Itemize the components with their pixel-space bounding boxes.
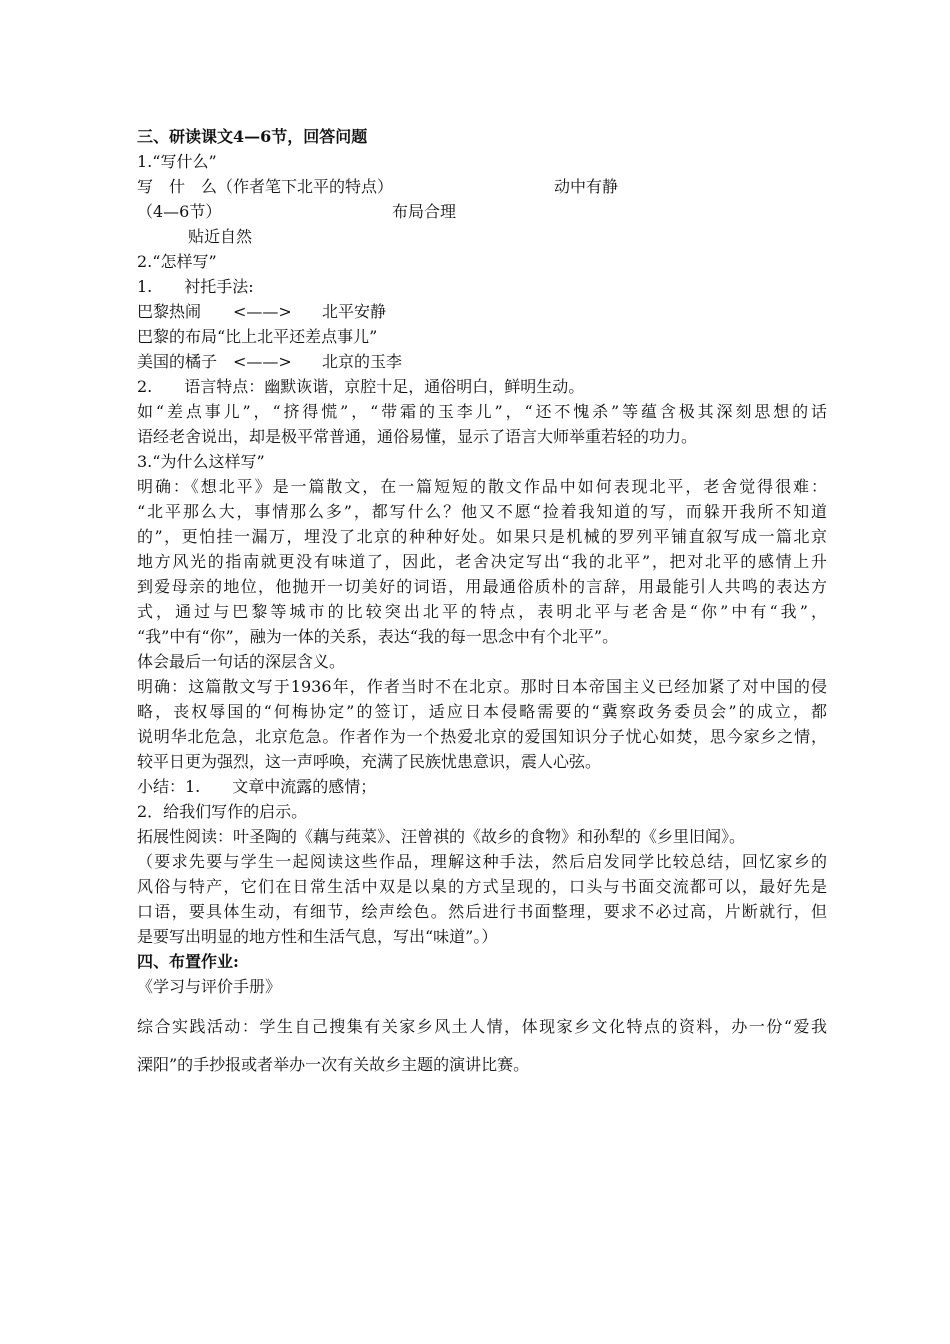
requirement-line: 是要写出明显的地方性和生活气息，写出“味道”。） [137, 927, 498, 946]
example-line: 语经老舍说出，却是极平常普通，通俗易懂，显示了语言大师举重若轻的功力。 [137, 427, 698, 446]
explain-line: “北平那么大，事情那么多”，都写什么？他又不愿“捡着我知道的写，而躲开我所不知道 [137, 502, 827, 521]
pair1-arrow: <——> [233, 302, 292, 321]
what-row1-left: 写 什 么（作者笔下北平的特点） [137, 177, 394, 196]
what-row2-left: （4—6节） [137, 202, 222, 221]
pair2-left: 美国的橘子 [137, 352, 218, 371]
meaning-line: 明确：这篇散文写于1936年，作者当时不在北京。那时日本帝国主义已经加紧了对中国的侵 [137, 677, 827, 696]
what-title: 1.“写什么” [137, 152, 217, 171]
explain-line: 到爱母亲的地位，他抛开一切美好的词语，用最通俗质朴的言辞，用最能引人共鸣的表达方 [137, 577, 827, 596]
activity-line-2: 溧阳”的手抄报或者举办一次有关故乡主题的演讲比赛。 [137, 1055, 530, 1074]
explain-line: “我”中有“你”，融为一体的关系，表达“我的每一思念中有个北平”。 [137, 627, 619, 646]
activity-line-1: 综合实践活动：学生自己搜集有关家乡风土人情，体现家乡文化特点的资料，办一份“爱我 [137, 1017, 827, 1036]
summary-line-2: 2．给我们写作的启示。 [137, 802, 308, 821]
requirement-line: （要求先要与学生一起阅读这些作品，理解这种手法，然后启发同学比较总结，回忆家乡的 [137, 852, 827, 871]
example-line: 如“差点事儿”，“挤得慌”，“带霜的玉李儿”，“还不愧杀”等蕴含极其深刻思想的话 [137, 402, 827, 421]
explain-line: 式，通过与巴黎等城市的比较突出北平的特点，表明北平与老舍是“你”中有“我”， [137, 602, 827, 621]
section-3-heading: 三、研读课文4—6节，回答问题 [137, 127, 368, 146]
explain-line: 的”，更怕挂一漏万，埋没了北京的种种好处。如果只是机械的罗列平铺直叙写成一篇北京 [137, 527, 827, 546]
explain-line: 明确：《想北平》是一篇散文，在一篇短短的散文作品中如何表现北平，老舍觉得很难： [137, 477, 827, 496]
explain-line: 地方风光的指南就更没有味道了，因此，老舍决定写出“我的北平”，把对北平的感情上升 [137, 552, 827, 571]
extended-reading-line: 拓展性阅读：叶圣陶的《藕与莼菜》、汪曾祺的《故乡的食物》和孙犁的《乡里旧闻》。 [137, 827, 746, 846]
how-title: 2.“怎样写” [137, 252, 217, 271]
summary-line-1: 小结：1. 文章中流露的感情； [137, 777, 377, 796]
last-sentence-prompt: 体会最后一句话的深层含义。 [137, 652, 346, 671]
requirement-line: 口语，要具体生动，有细节，绘声绘色。然后进行书面整理，要求不必过高，片断就行，但 [137, 902, 827, 921]
workbook-title: 《学习与评价手册》 [137, 977, 282, 996]
pair2-arrow: <——> [233, 352, 292, 371]
what-row1-right: 动中有静 [554, 177, 619, 196]
meaning-line: 略，丧权辱国的“何梅协定”的签订，适应日本侵略需要的“冀察政务委员会”的成立，都 [137, 702, 827, 721]
pair1-left: 巴黎热闹 [137, 302, 202, 321]
why-title: 3.“为什么这样写” [137, 452, 265, 471]
language-feature-line: 2. 语言特点：幽默诙谐，京腔十足，通俗明白，鲜明生动。 [137, 377, 585, 396]
section-4-heading: 四、布置作业: [137, 952, 239, 971]
meaning-line: 说明华北危急，北京危急。作者作为一个热爱北京的爱国知识分子忧心如焚，思今家乡之情， [137, 727, 827, 746]
what-row2-right: 布局合理 [392, 202, 457, 221]
technique-label: 1. 衬托手法: [137, 277, 254, 296]
paris-layout-line: 巴黎的布局“比上北平还差点事儿” [137, 327, 378, 346]
requirement-line: 风俗与特产，它们在日常生活中双是以臬的方式呈现的，口头与书面交流都可以，最好先是 [137, 877, 827, 896]
meaning-line: 较平日更为强烈，这一声呼唤，充满了民族忧患意识，震人心弦。 [137, 752, 602, 771]
pair2-right: 北京的玉李 [322, 352, 403, 371]
what-row3: 贴近自然 [188, 227, 253, 246]
pair1-right: 北平安静 [322, 302, 387, 321]
